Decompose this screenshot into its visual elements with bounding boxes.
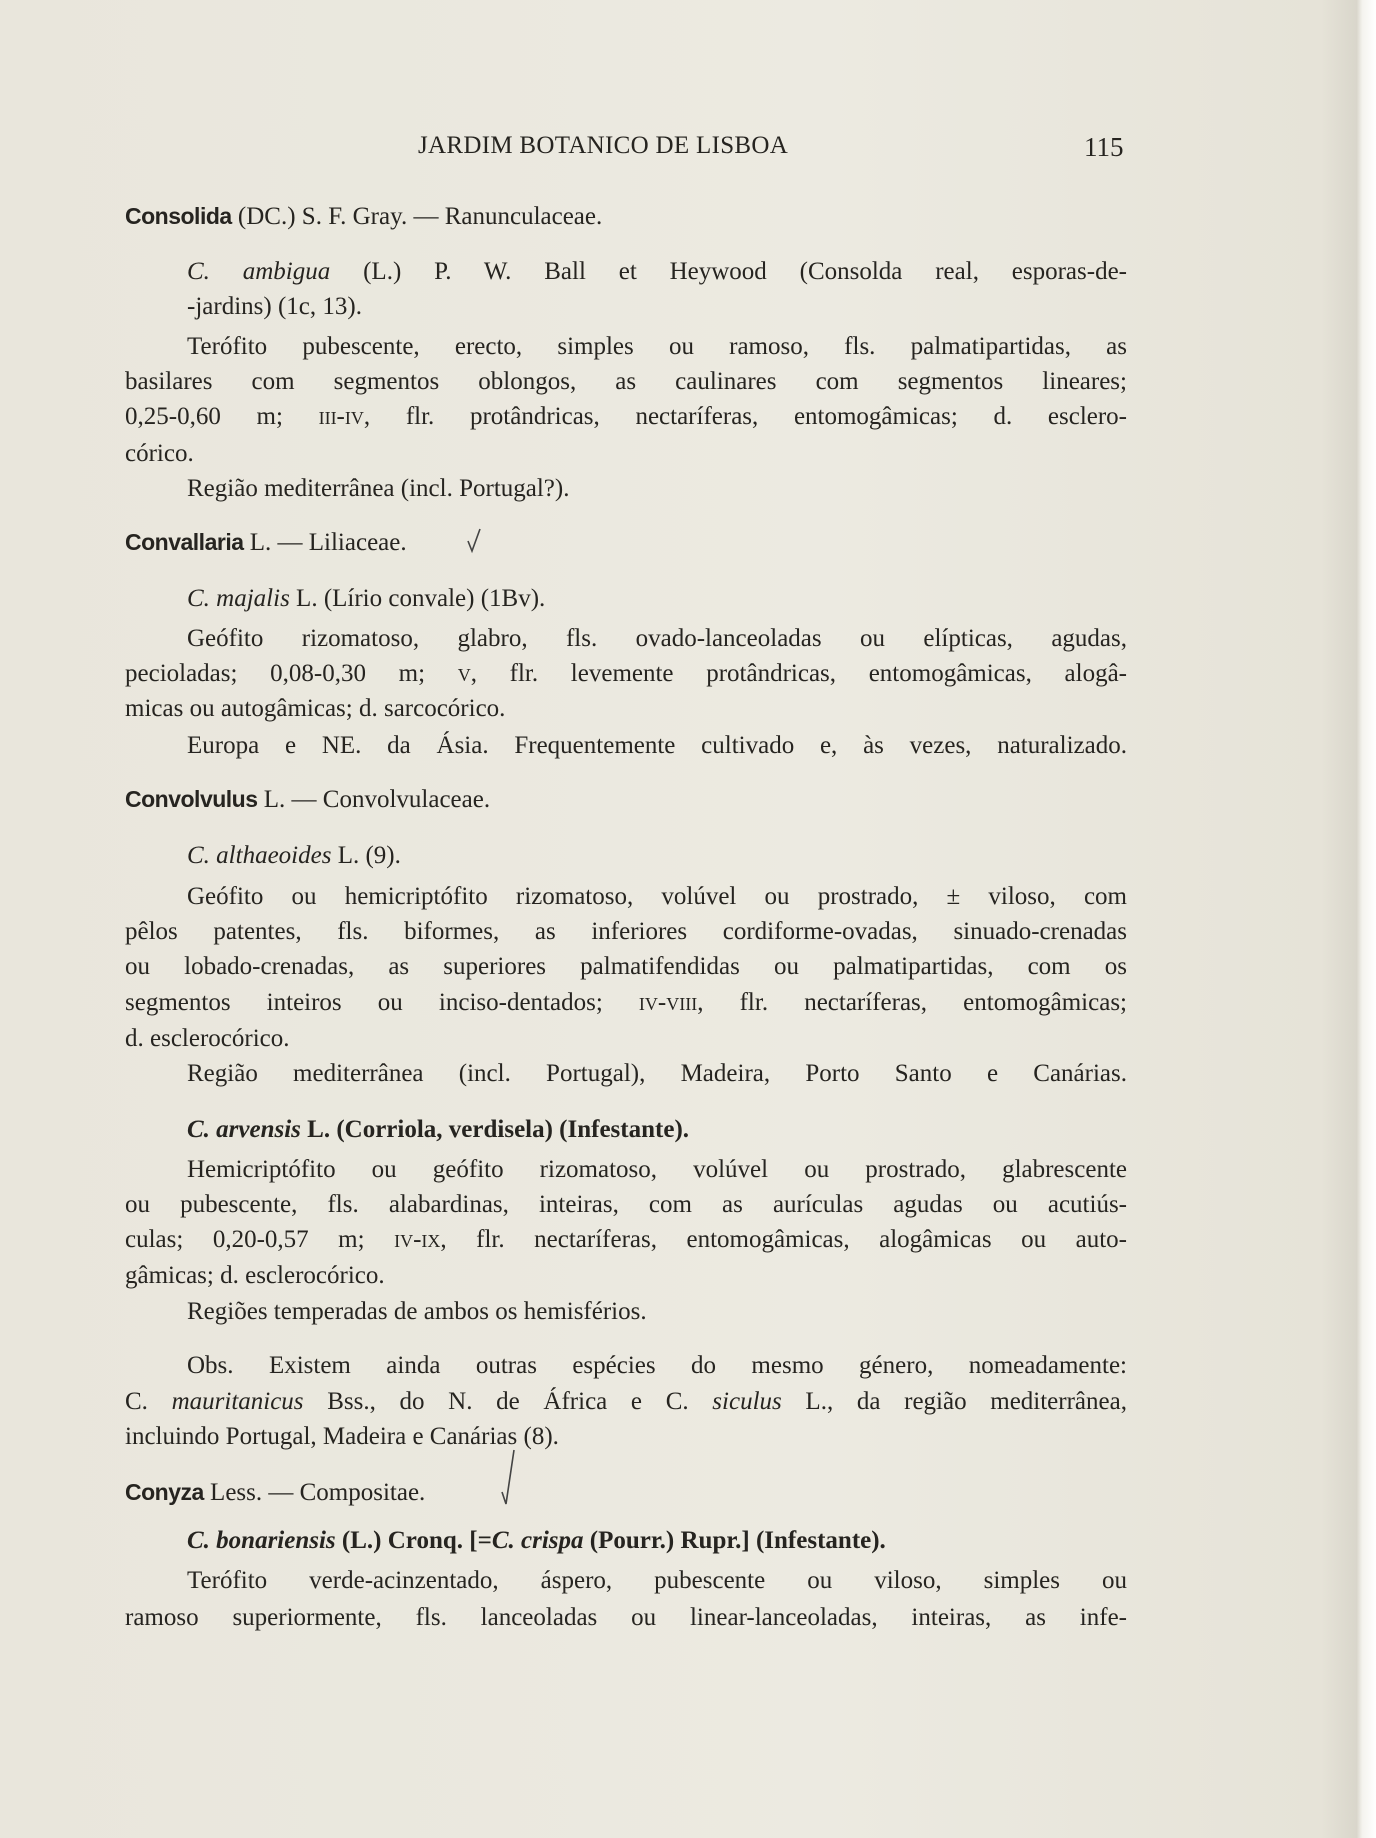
text-segment: C. — [125, 1388, 172, 1415]
text-segment: iv-viii — [638, 989, 698, 1016]
text-line — [187, 584, 1127, 614]
genus-heading: Conyza — [125, 1479, 204, 1505]
species-name: siculus — [712, 1388, 782, 1415]
text-segment: segmentos inteiros ou inciso-dentados; — [125, 989, 639, 1016]
text-line — [187, 882, 1127, 912]
text-segment: (L.) Cronq. [= — [335, 1527, 492, 1554]
species-name: C. crispa — [491, 1527, 584, 1554]
text-line — [187, 1115, 1127, 1145]
text-segment: d. esclerocórico. — [125, 1025, 290, 1052]
text-line — [187, 474, 1127, 504]
running-header: JARDIM BOTANICO DE LISBOA — [418, 132, 789, 159]
text-segment: ou pubescente, fls. alabardinas, inteiras, com as aurículas agudas ou acutiús- — [125, 1191, 1127, 1218]
text-segment: Less. — Compositae. — [203, 1479, 426, 1506]
species-name: C. ambigua — [187, 258, 331, 285]
text-segment: , flr. nectaríferas, entomogâmicas, alogâmicas ou auto- — [440, 1226, 1127, 1253]
text-line — [125, 1477, 1127, 1508]
text-segment: Bss., do N. de África e C. — [303, 1388, 713, 1415]
text-line — [125, 1387, 1127, 1417]
text-line — [125, 952, 1127, 982]
text-segment: L. — Convolvulaceae. — [257, 786, 491, 813]
text-line — [187, 731, 1127, 761]
text-line — [187, 292, 1127, 322]
text-segment: Terófito pubescente, erecto, simples ou ramoso, fls. palmatipartidas, as — [187, 333, 1127, 360]
text-line — [187, 332, 1127, 362]
text-line — [187, 257, 1127, 287]
text-segment: Região mediterrânea (incl. Portugal), Madeira, Porto Santo e Canárias. — [187, 1060, 1127, 1087]
text-segment: córico. — [125, 440, 194, 467]
genus-heading: Consolida — [125, 203, 232, 229]
text-segment: , flr. nectaríferas, entomogâmicas; — [697, 989, 1127, 1016]
text-segment: , flr. protândricas, nectaríferas, entomogâmicas; d. esclero- — [363, 403, 1128, 430]
species-name: C. majalis — [187, 585, 290, 612]
handwritten-checkmark-icon — [466, 525, 486, 555]
handwritten-checkmark-icon — [500, 1448, 520, 1508]
text-line — [125, 201, 1127, 232]
text-segment: Geófito ou hemicriptófito rizomatoso, volúvel ou prostrado, ± viloso, com — [187, 883, 1127, 910]
text-line — [187, 624, 1127, 654]
text-line — [125, 1024, 1127, 1054]
page-number: 115 — [1084, 132, 1124, 162]
text-segment: ou lobado-crenadas, as superiores palmatifendidas ou palmatipartidas, com os — [125, 953, 1127, 980]
text-segment: Região mediterrânea (incl. Portugal?). — [187, 475, 570, 502]
text-segment: ramoso superiormente, fls. lanceoladas ou linear-lanceoladas, inteiras, as infe- — [125, 1604, 1127, 1631]
species-name: C. arvensis — [187, 1116, 301, 1143]
text-segment: Regiões temperadas de ambos os hemisférios. — [187, 1298, 647, 1325]
text-segment: basilares com segmentos oblongos, as caulinares com segmentos lineares; — [125, 368, 1127, 395]
text-segment: culas; 0,20-0,57 m; — [125, 1226, 395, 1253]
text-line — [187, 1059, 1127, 1089]
text-line — [125, 1422, 1127, 1452]
text-segment: Terófito verde-acinzentado, áspero, pubescente ou viloso, simples ou — [187, 1567, 1127, 1594]
species-name: C. althaeoides — [187, 842, 332, 869]
text-segment: L., da região mediterrânea, — [781, 1388, 1127, 1415]
text-line — [187, 1526, 1127, 1556]
text-segment: incluindo Portugal, Madeira e Canárias (8). — [125, 1423, 559, 1450]
text-line — [125, 694, 1127, 724]
text-line — [125, 367, 1127, 397]
text-line — [187, 1297, 1127, 1327]
text-segment: 0,25-0,60 m; — [125, 403, 319, 430]
text-segment: L. (Lírio convale) (1Bv). — [289, 585, 546, 612]
text-line — [125, 1190, 1127, 1220]
text-line — [125, 988, 1127, 1018]
text-line — [125, 659, 1127, 689]
text-line — [125, 1225, 1127, 1255]
text-line — [125, 1603, 1127, 1633]
text-line — [125, 527, 1127, 558]
species-name: mauritanicus — [171, 1388, 304, 1415]
text-line — [187, 841, 1127, 871]
text-segment: L. — Liliaceae. — [243, 529, 407, 556]
text-segment: gâmicas; d. esclerocórico. — [125, 1262, 385, 1289]
text-segment: Obs. Existem ainda outras espécies do mesmo género, nomeadamente: — [187, 1352, 1127, 1379]
text-line — [125, 402, 1127, 432]
text-line — [125, 439, 1127, 469]
text-segment: L. (9). — [331, 842, 401, 869]
text-segment: micas ou autogâmicas; d. sarcocórico. — [125, 695, 506, 722]
genus-heading: Convallaria — [125, 529, 244, 555]
genus-heading: Convolvulus — [125, 786, 258, 812]
text-segment: Hemicriptófito ou geófito rizomatoso, volúvel ou prostrado, glabrescente — [187, 1156, 1127, 1183]
text-line — [125, 1261, 1127, 1291]
text-line — [187, 1155, 1127, 1185]
text-segment: v — [457, 660, 471, 687]
species-name: C. bonariensis — [187, 1527, 336, 1554]
text-line — [187, 1566, 1127, 1596]
text-segment: L. (Corriola, verdisela) (Infestante). — [300, 1116, 690, 1143]
text-segment: pecioladas; 0,08-0,30 m; — [125, 660, 458, 687]
text-segment: iv-ix — [394, 1226, 441, 1253]
text-line — [187, 1351, 1127, 1381]
text-line — [125, 784, 1127, 815]
text-segment: Europa e NE. da Ásia. Frequentemente cultivado e, às vezes, naturalizado. — [187, 732, 1127, 759]
text-segment: (L.) P. W. Ball et Heywood (Consolda real, esporas-de- — [330, 258, 1127, 285]
text-line — [125, 917, 1127, 947]
text-segment: , flr. levemente protândricas, entomogâmicas, alogâ- — [470, 660, 1127, 687]
text-segment: Geófito rizomatoso, glabro, fls. ovado-lanceoladas ou elípticas, agudas, — [187, 625, 1127, 652]
text-segment: iii-iv — [318, 403, 364, 430]
text-segment: (DC.) S. F. Gray. — Ranunculaceae. — [231, 203, 603, 230]
text-segment: (Pourr.) Rupr.] (Infestante). — [583, 1527, 886, 1554]
text-segment: -jardins) (1c, 13). — [187, 293, 362, 320]
text-segment: pêlos patentes, fls. biformes, as inferiores cordiforme-ovadas, sinuado-crenadas — [125, 918, 1127, 945]
